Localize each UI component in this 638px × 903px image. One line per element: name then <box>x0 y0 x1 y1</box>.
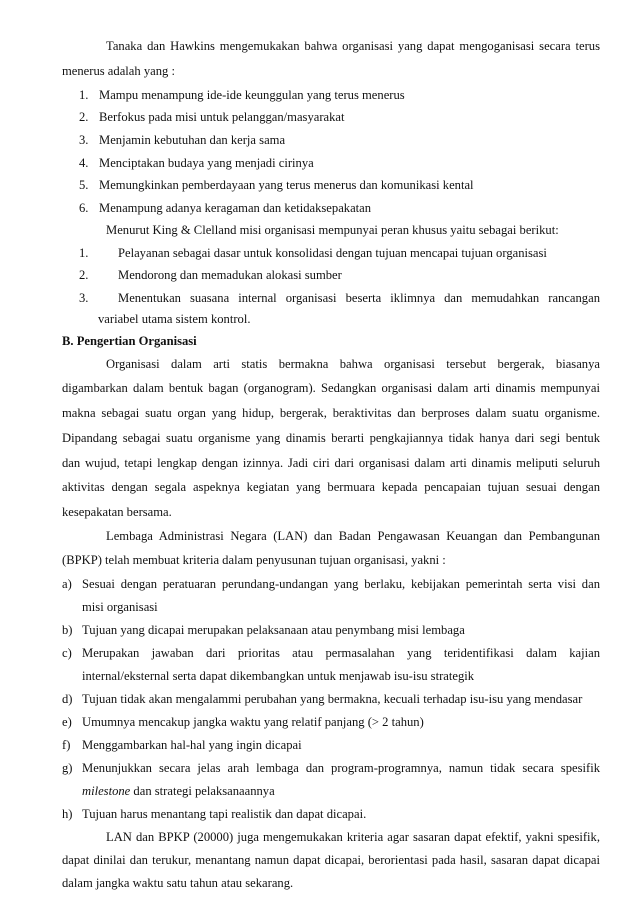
list1-num: 3. <box>79 133 89 147</box>
criteria-line: Umumnya mencakup jangka waktu yang relatif panjang (> 2 tahun) <box>82 715 424 729</box>
closing-line: dapat dinilai dan terukur, menantang namun dapat dicapai, berorientasi pada hasil, sasaran dapat dicapai <box>62 853 600 867</box>
criteria-line: Tujuan tidak akan mengalammi perubahan yang bermakna, kecuali terhadap isu-isu yang mendasar <box>82 692 583 706</box>
criteria-cont-rest: dan strategi pelaksanaannya <box>130 784 275 798</box>
closing-line: LAN dan BPKP (20000) juga mengemukakan kriteria agar sasaran dapat efektif, yakni spesifik, <box>106 830 600 844</box>
criteria-line: Sesuai dengan peratuaran perundang-undangan yang berlaku, kebijakan pemerintah serta visi dan <box>82 577 600 591</box>
list1-item: Menjamin kebutuhan dan kerja sama <box>99 133 286 147</box>
list1-num: 1. <box>79 88 89 102</box>
criteria-line: Tujuan yang dicapai merupakan pelaksanaan atau penymbang misi lembaga <box>82 623 465 637</box>
list1-item: Berfokus pada misi untuk pelanggan/masyarakat <box>99 110 345 124</box>
criteria-line: Menunjukkan secara jelas arah lembaga dan program-programnya, namun tidak secara spesifik <box>82 761 600 775</box>
criteria-line: Merupakan jawaban dari prioritas atau permasalahan yang teridentifikasi dalam kajian <box>82 646 600 660</box>
para-line: aktivitas dengan segala aspeknya kegiatan yang bermuara kepada pencapaian tujuan sesuai dengan <box>62 480 600 494</box>
section-heading: B. Pengertian Organisasi <box>62 334 197 348</box>
criteria-line: Menggambarkan hal-hal yang ingin dicapai <box>82 738 302 752</box>
list1-num: 6. <box>79 201 89 215</box>
king-item-cont: variabel utama sistem kontrol. <box>98 312 251 326</box>
criteria-label: g) <box>62 761 73 775</box>
king-intro: Menurut King & Clelland misi organisasi mempunyai peran khusus yaitu sebagai berikut: <box>106 223 559 237</box>
list1-item: Mampu menampung ide-ide keunggulan yang terus menerus <box>99 88 405 102</box>
intro-line-2: menerus adalah yang : <box>62 64 175 78</box>
criteria-label: c) <box>62 646 72 660</box>
king-item: Mendorong dan memadukan alokasi sumber <box>118 268 342 282</box>
milestone-term: milestone <box>82 784 131 798</box>
para-line: Dipandang sebagai suatu organisme yang dinamis berarti pengkajiannya tidak hanya dari segi bentuk <box>62 431 600 445</box>
list1-num: 4. <box>79 156 89 170</box>
criteria-label: a) <box>62 577 72 591</box>
para-line: digambarkan dalam bentuk bagan (organogram). Sedangkan organisasi dalam arti dinamis mempunyai <box>62 381 600 395</box>
king-num: 1. <box>79 246 89 260</box>
criteria-label: d) <box>62 692 73 706</box>
list1-num: 2. <box>79 110 89 124</box>
king-item: Menentukan suasana internal organisasi beserta iklimnya dan memudahkan rancangan <box>118 291 600 305</box>
para-line: dan wujud, tetapi lengkap dengan izinnya. Jadi ciri dari organisasi dalam arti dinamis meliputi seluruh <box>62 456 600 470</box>
list1-num: 5. <box>79 178 89 192</box>
list1-item: Memungkinkan pemberdayaan yang terus menerus dan komunikasi kental <box>99 178 474 192</box>
criteria-line: misi organisasi <box>82 600 158 614</box>
king-item: Pelayanan sebagai dasar untuk konsolidasi dengan tujuan mencapai tujuan organisasi <box>118 246 547 260</box>
closing-line: dalam jangka waktu satu tahun atau sekarang. <box>62 876 294 890</box>
criteria-line: internal/eksternal serta dapat dikembangkan untuk menjawab isu-isu strategik <box>82 669 475 683</box>
criteria-label: b) <box>62 623 73 637</box>
criteria-label: h) <box>62 807 73 821</box>
king-num: 3. <box>79 291 89 305</box>
criteria-label: e) <box>62 715 72 729</box>
para-line: makna sebagai suatu organ yang hidup, bergerak, beraktivitas dan berproses dalam suatu organisme. <box>62 406 600 420</box>
intro-line-1: Tanaka dan Hawkins mengemukakan bahwa organisasi yang dapat mengoganisasi secara terus <box>106 39 600 53</box>
criteria-label: f) <box>62 738 71 752</box>
king-num: 2. <box>79 268 89 282</box>
para-line: kesepakatan bersama. <box>62 505 172 519</box>
lan-line: (BPKP) telah membuat kriteria dalam penyusunan tujuan organisasi, yakni : <box>62 553 446 567</box>
list1-item: Menciptakan budaya yang menjadi cirinya <box>99 156 314 170</box>
para-line: Organisasi dalam arti statis bermakna bahwa organisasi tersebut bergerak, biasanya <box>106 357 600 371</box>
lan-line: Lembaga Administrasi Negara (LAN) dan Badan Pengawasan Keuangan dan Pembangunan <box>106 529 600 543</box>
criteria-line: Tujuan harus menantang tapi realistik dan dapat dicapai. <box>82 807 367 821</box>
criteria-line-cont <box>82 783 275 799</box>
list1-item: Menampung adanya keragaman dan ketidaksepakatan <box>99 201 372 215</box>
